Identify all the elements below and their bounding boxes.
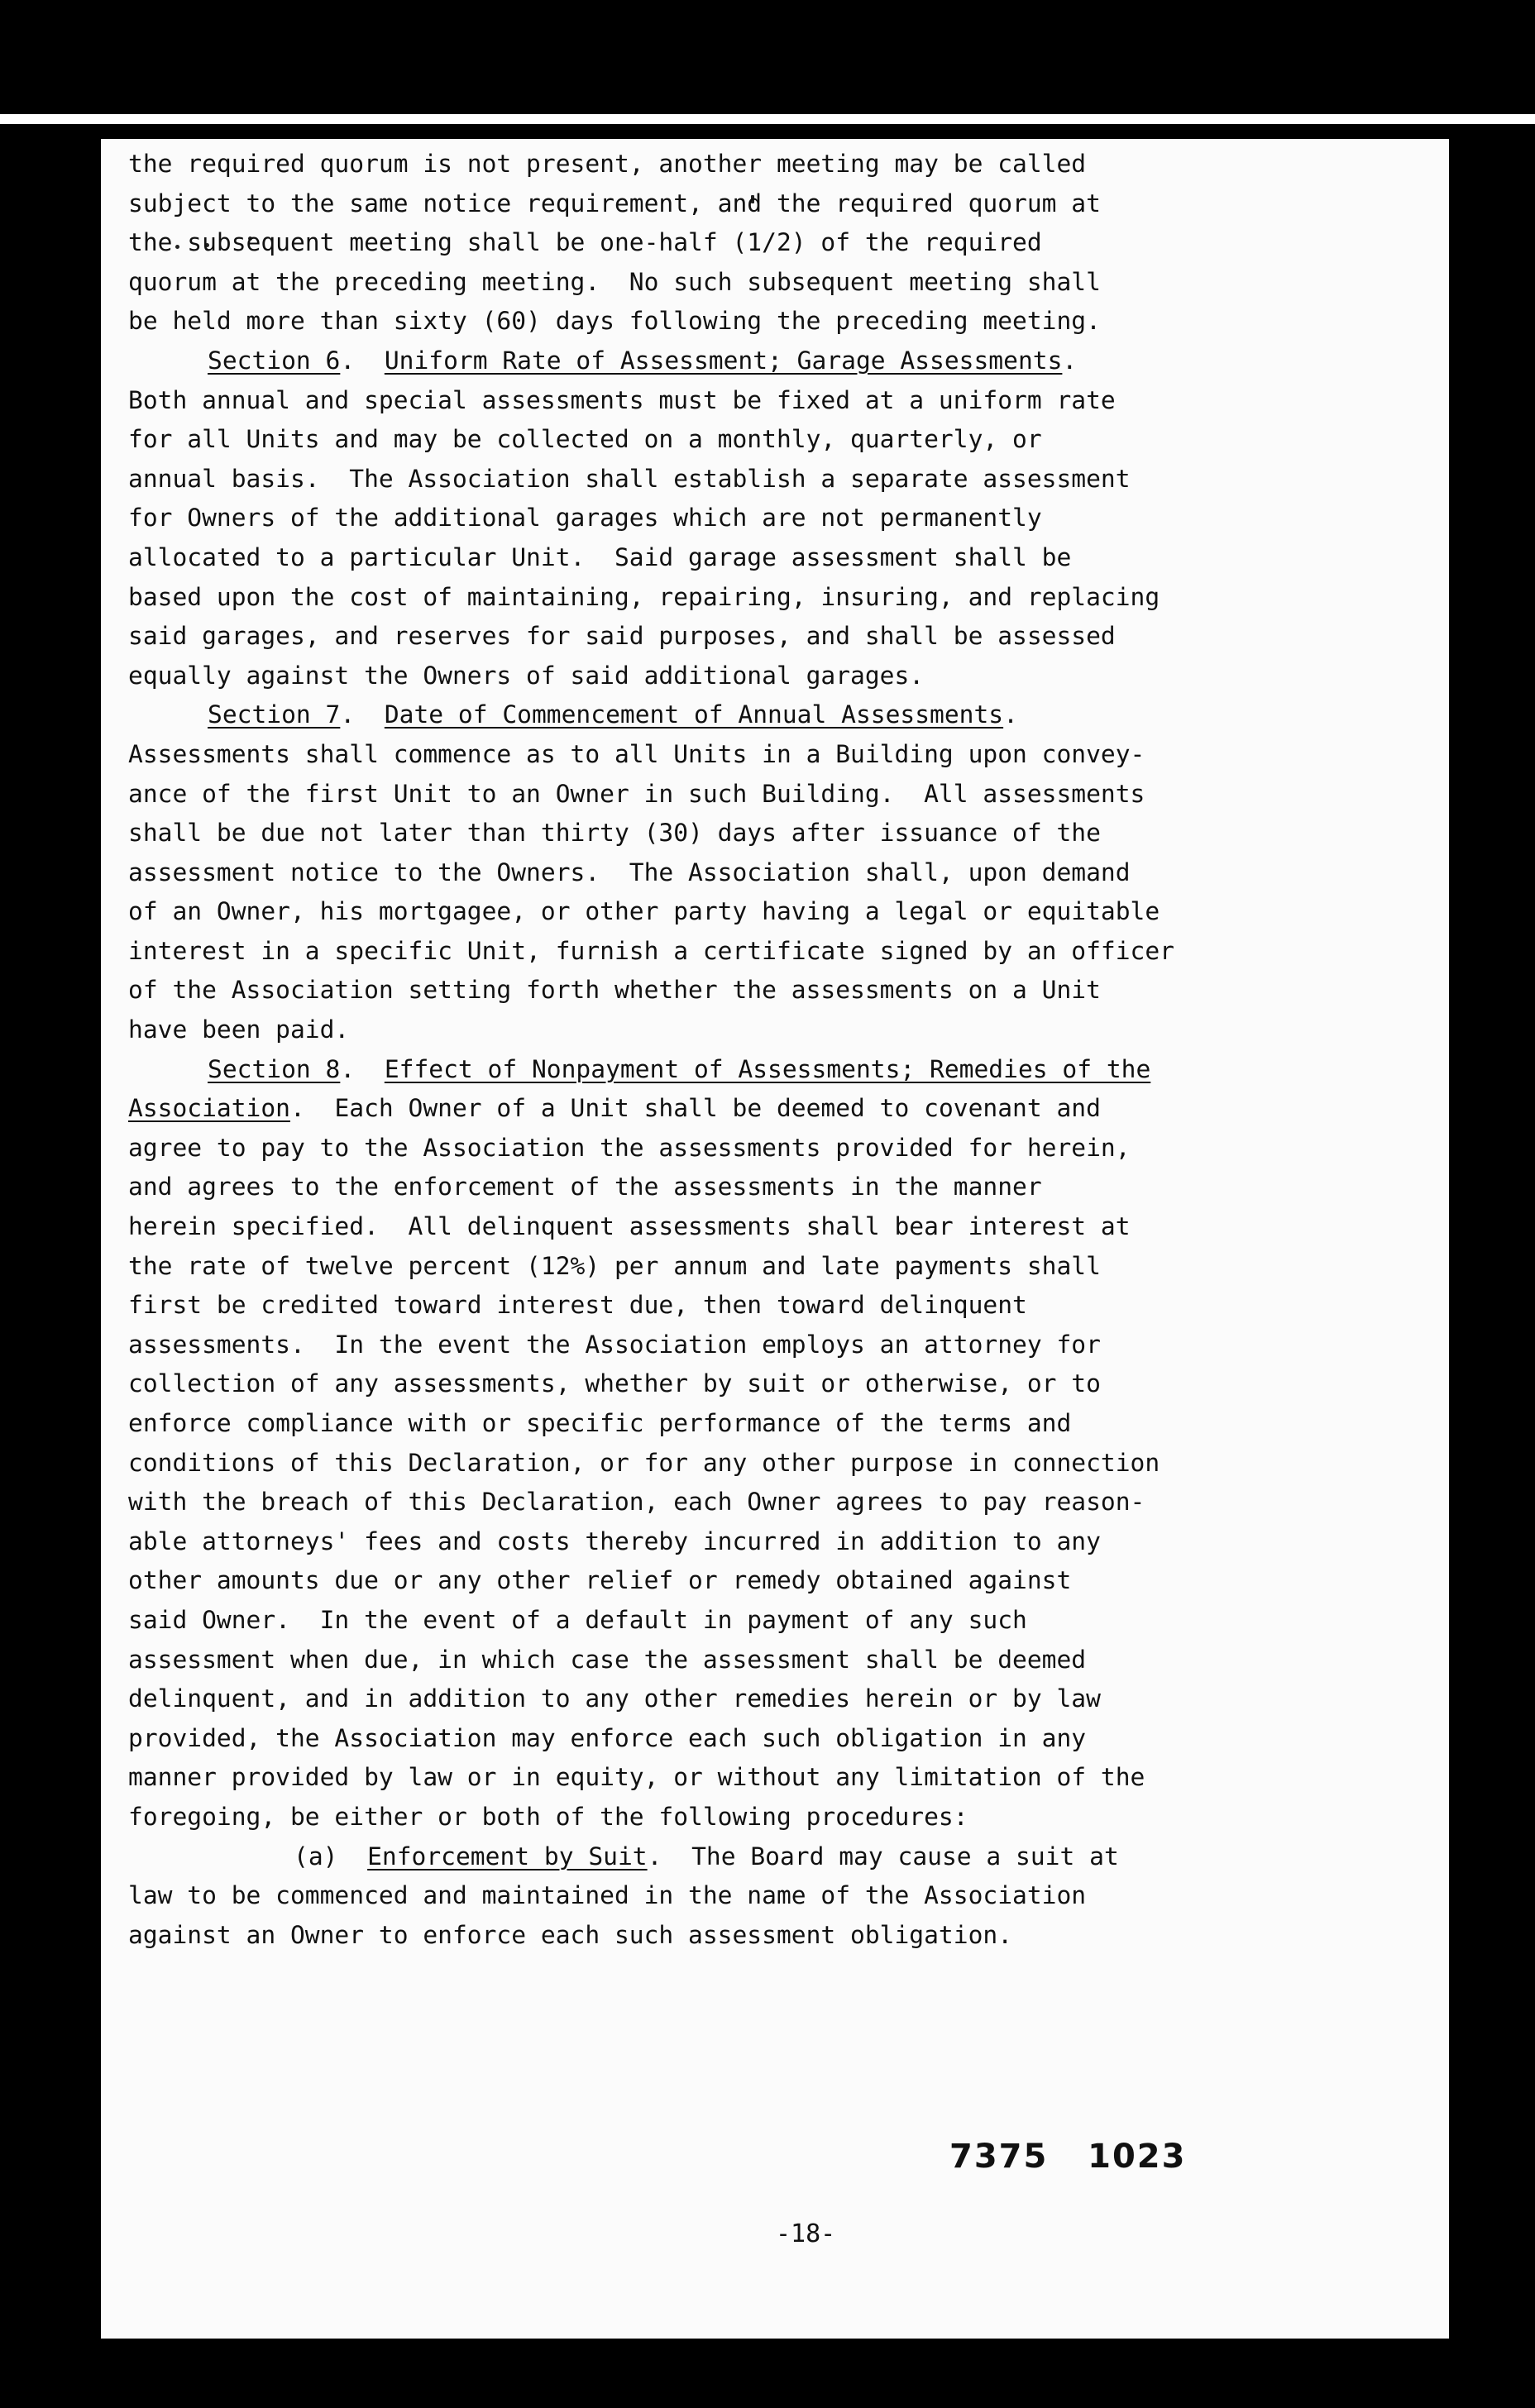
section-7-title: Date of Commencement of Annual Assessments <box>384 700 1004 729</box>
document-number: 7375 1023 <box>949 2138 1187 2176</box>
text-line: enforce compliance with or specific performance of the terms and <box>128 1409 1072 1437</box>
text-line: assessment when due, in which case the assessment shall be deemed <box>128 1645 1087 1674</box>
text-line: collection of any assessments, whether by suit or otherwise, or to <box>128 1369 1101 1398</box>
text-line: allocated to a particular Unit. Said garage assessment shall be <box>128 542 1072 571</box>
subsection-a-heading-line <box>128 1837 1369 1877</box>
subsection-a-title: Enforcement by Suit <box>367 1842 648 1870</box>
text-line: assessment notice to the Owners. The Association shall, upon demand <box>128 858 1131 886</box>
text-line: for Owners of the additional garages which are not permanently <box>128 504 1042 533</box>
text-line: be held more than sixty (60) days following the preceding meeting. <box>128 307 1101 336</box>
text-line: shall be due not later than thirty (30) days after issuance of the <box>128 819 1101 848</box>
scan-top-rule <box>0 114 1535 124</box>
text-line: and agrees to the enforcement of the assessments in the manner <box>128 1173 1042 1202</box>
text-line: of an Owner, his mortgagee, or other party having a legal or equitable <box>128 897 1160 926</box>
paragraph-quorum <box>128 145 1369 342</box>
text-line: assessments. In the event the Association employs an attorney for <box>128 1330 1101 1359</box>
section-7-heading-line: Section 7. Date of Commencement of Annual Assessments. <box>208 700 1018 729</box>
text-line: the rate of twelve percent (12%) per annum and late payments shall <box>128 1251 1101 1280</box>
text-line: against an Owner to enforce each such assessment obligation. <box>128 1920 1013 1949</box>
text-line: equally against the Owners of said additional garages. <box>128 661 925 690</box>
text-line: annual basis. The Association shall establish a separate assessment <box>128 464 1131 493</box>
text-line: law to be commenced and maintained in the name of the Association <box>128 1881 1087 1910</box>
text-line: able attorneys' fees and costs thereby incurred in addition to any <box>128 1526 1101 1555</box>
text-line: first be credited toward interest due, then toward delinquent <box>128 1291 1027 1320</box>
section-8-title-part2: Association <box>128 1094 290 1123</box>
section-8-heading-line-2 <box>128 1089 1369 1129</box>
text-line: ance of the first Unit to an Owner in such Building. All assessments <box>128 779 1145 808</box>
text-line: said garages, and reserves for said purposes, and shall be assessed <box>128 622 1116 651</box>
text-line: Both annual and special assessments must be fixed at a uniform rate <box>128 385 1116 414</box>
text-line: conditions of this Declaration, or for any other purpose in connection <box>128 1448 1160 1477</box>
section-8 <box>128 1050 1369 1956</box>
text-line: agree to pay to the Association the assessments provided for herein, <box>128 1133 1131 1162</box>
text-line: herein specified. All delinquent assessments shall bear interest at <box>128 1212 1131 1241</box>
text-line: of the Association setting forth whether the assessments on a Unit <box>128 976 1101 1005</box>
section-8-heading-line: Section 8. Effect of Nonpayment of Assessments; Remedies of the <box>208 1054 1151 1083</box>
text-line: quorum at the preceding meeting. No such subsequent meeting shall <box>128 267 1101 296</box>
text-line: with the breach of this Declaration, each Owner agrees to pay reason- <box>128 1488 1145 1517</box>
subsection-a-first-line-rest: . The Board may cause a suit at <box>647 1842 1119 1870</box>
text-line: for all Units and may be collected on a monthly, quarterly, or <box>128 425 1042 454</box>
text-line: based upon the cost of maintaining, repairing, insuring, and replacing <box>128 582 1160 611</box>
document-body <box>128 145 1369 1955</box>
section-7-label: Section 7 <box>208 700 341 729</box>
text-line: Assessments shall commence as to all Units in a Building upon convey- <box>128 739 1145 768</box>
section-6-label: Section 6 <box>208 346 341 375</box>
section-7 <box>128 695 1369 1049</box>
text-line: said Owner. In the event of a default in payment of any such <box>128 1605 1027 1634</box>
scan-top-border <box>0 0 1535 112</box>
page-number: -18- <box>776 2219 836 2248</box>
text-line: foregoing, be either or both of the following procedures: <box>128 1802 968 1831</box>
section-8-first-line-rest: . Each Owner of a Unit shall be deemed to covenant and <box>290 1094 1101 1123</box>
text-line: provided, the Association may enforce each such obligation in any <box>128 1723 1087 1752</box>
text-line: other amounts due or any other relief or remedy obtained against <box>128 1566 1072 1595</box>
text-line: the subsequent meeting shall be one-half (1/2) of the required <box>128 228 1042 257</box>
section-6-heading-line: Section 6. Uniform Rate of Assessment; Garage Assessments. <box>208 346 1078 375</box>
text-line: the required quorum is not present, another meeting may be called <box>128 150 1087 178</box>
subsection-a-marker: (a) <box>294 1842 338 1870</box>
text-line: interest in a specific Unit, furnish a certificate signed by an officer <box>128 936 1175 965</box>
text-line: have been paid. <box>128 1015 350 1044</box>
text-line: manner provided by law or in equity, or without any limitation of the <box>128 1763 1145 1792</box>
text-line: subject to the same notice requirement, and the required quorum at <box>128 189 1101 217</box>
section-8-label: Section 8 <box>208 1054 341 1083</box>
section-6 <box>128 342 1369 695</box>
text-line: delinquent, and in addition to any other remedies herein or by law <box>128 1684 1101 1713</box>
section-8-title-part1: Effect of Nonpayment of Assessments; Remedies of the <box>384 1054 1151 1083</box>
section-6-title: Uniform Rate of Assessment; Garage Assessments <box>384 346 1063 375</box>
